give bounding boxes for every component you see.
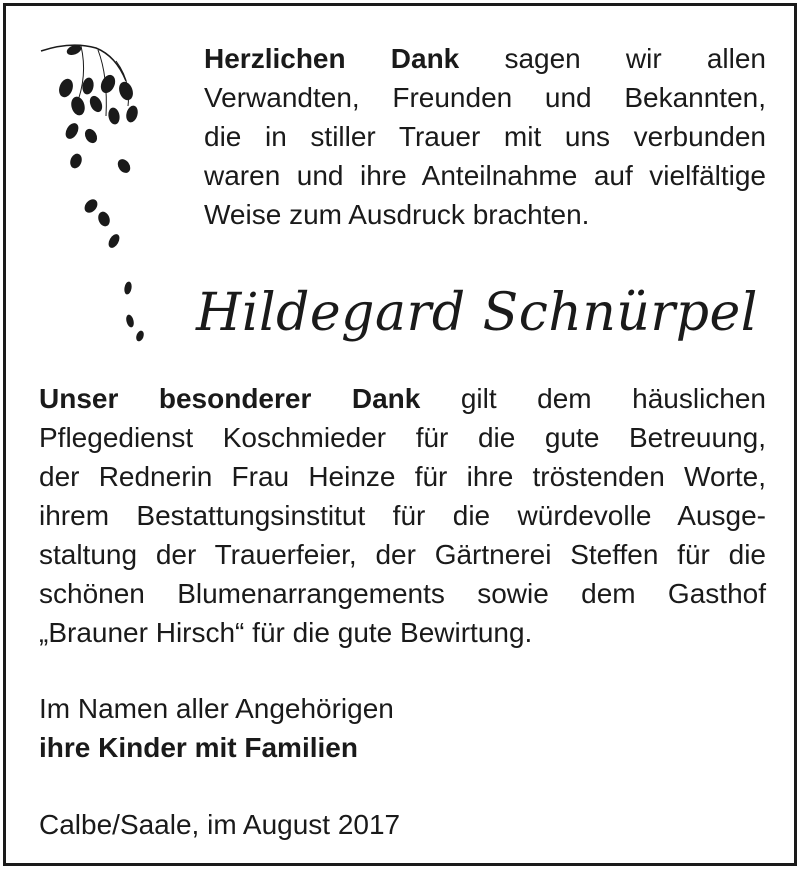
thanks-line-1-rest: gilt dem häuslichen [460,383,767,414]
intro-line-5: Weise zum Ausdruck brachten. [204,199,590,230]
intro-lead: Herzlichen Dank [204,43,460,74]
thanks-line-4: ihrem Bestattungsinstitut für die würdevolle Ausge- [39,500,766,531]
place-date: Calbe/Saale, im August 2017 [39,809,401,840]
intro-line-2: Verwandten, Freunden und Bekannten, [204,82,766,113]
thanks-line-7: „Brauner Hirsch“ für die gute Bewirtung. [39,617,533,648]
deceased-name: Hildegard Schnürpel [196,283,758,343]
signature-line-1: Im Namen aller Angehörigen [39,693,394,724]
intro-line-3: die in stiller Trauer mit uns verbunden [204,121,766,152]
thanks-line-6: schönen Blumenarrangements sowie dem Gasthof [39,578,766,609]
thanks-line-1 [39,380,766,418]
falling-leaves-icon [36,36,166,356]
thanks-lead: Unser besonderer Dank [39,383,421,414]
signature-line-2: ihre Kinder mit Familien [39,732,358,763]
intro-line-4: waren und ihre Anteilnahme auf vielfältige [204,160,766,191]
intro-line-1 [204,40,766,78]
thanks-line-2: Pflegedienst Koschmieder für die gute Betreuung, [39,422,766,453]
thanks-line-3: der Rednerin Frau Heinze für ihre tröstenden Worte, [39,461,766,492]
notice-frame [3,3,797,866]
intro-line-1-rest: sagen wir allen [504,43,766,74]
thanks-line-5: staltung der Trauerfeier, der Gärtnerei Steffen für die [39,539,766,570]
